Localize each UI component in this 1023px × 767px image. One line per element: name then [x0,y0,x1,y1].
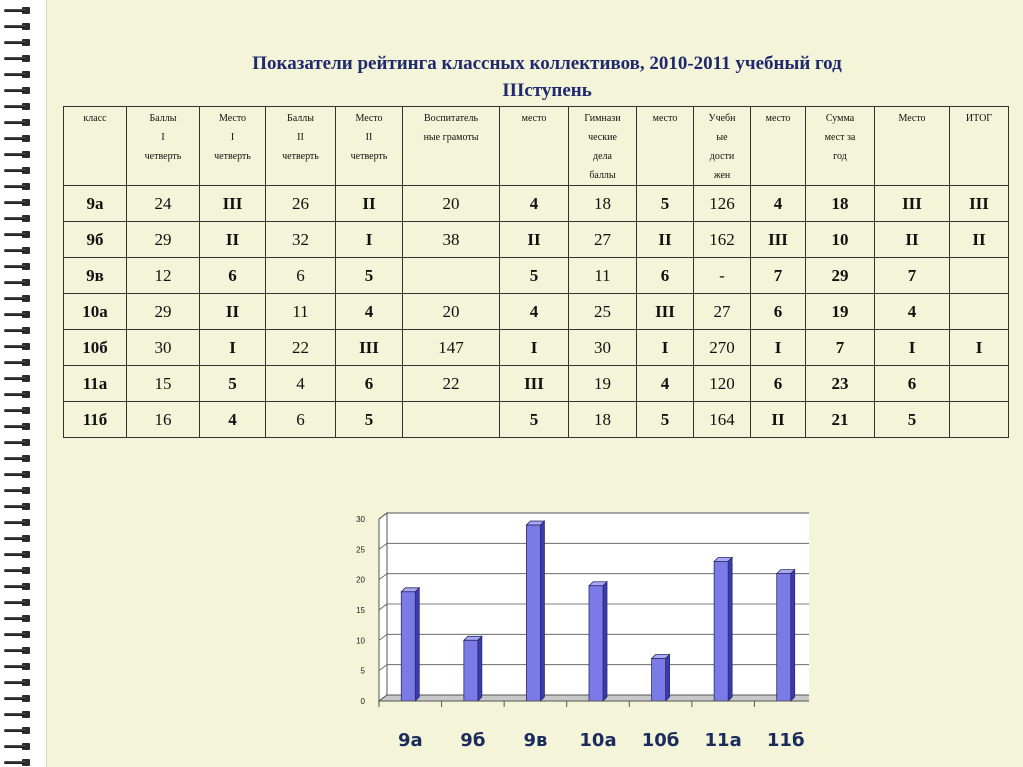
spiral-ring [4,262,32,271]
table-cell: 12 [127,258,200,294]
table-cell: 29 [127,294,200,330]
spiral-wire [4,617,26,620]
table-cell: 15 [127,366,200,402]
table-cell: I [637,330,694,366]
spiral-wire [4,185,26,188]
table-cell: 19 [806,294,875,330]
bar-side [415,588,419,701]
spiral-ring [4,358,32,367]
spiral-ring [4,118,32,127]
spiral-wire [4,745,26,748]
notebook-page [46,0,1023,767]
spiral-wire [4,585,26,588]
column-header-line: четверть [282,151,319,162]
spiral-wire [4,137,26,140]
column-header-line: место [652,113,678,124]
spiral-wire [4,249,26,252]
spiral-wire [4,553,26,556]
spiral-ring [4,678,32,687]
spiral-wire [4,121,26,124]
x-category-label: 9в [523,730,548,751]
y-tick-label: 10 [356,636,365,646]
table-cell [950,402,1009,438]
spiral-wire [4,649,26,652]
table-cell: 32 [266,222,336,258]
rating-bar-chart [309,506,809,756]
spiral-ring [4,710,32,719]
table-cell: 270 [694,330,751,366]
table-row [64,222,1009,258]
spiral-wire [4,297,26,300]
column-header-line: класс [83,113,107,124]
table-cell: 20 [403,186,500,222]
spiral-ring [4,646,32,655]
bar-side [791,570,795,701]
spiral-wire [4,361,26,364]
column-header-line: Место [355,113,383,124]
spiral-ring [4,70,32,79]
spiral-wire [4,697,26,700]
table-cell: 4 [200,402,266,438]
y-tick-label: 25 [356,545,365,555]
title-line-2: IIIступень [502,80,592,101]
x-category-label: 9б [460,730,486,751]
spiral-wire [4,217,26,220]
table-cell: 6 [266,402,336,438]
column-header-line: место [765,113,791,124]
table-cell: 120 [694,366,751,402]
table-row [64,330,1009,366]
column-header-line: Гимнази [584,113,621,124]
table-cell: 30 [127,330,200,366]
table-cell: 5 [637,402,694,438]
bar-side [540,521,544,701]
table-cell: 22 [403,366,500,402]
table-cell: 4 [637,366,694,402]
column-header-line: II [297,132,304,143]
y-tick-label: 20 [356,575,365,585]
table-cell: 4 [875,294,950,330]
spiral-wire [4,265,26,268]
spiral-ring [4,342,32,351]
table-cell: 11 [266,294,336,330]
spiral-wire [4,457,26,460]
table-cell: I [875,330,950,366]
spiral-wire [4,105,26,108]
spiral-wire [4,201,26,204]
column-header [64,107,127,186]
spiral-ring [4,390,32,399]
table-cell: 6 [751,366,806,402]
spiral-ring [4,230,32,239]
column-header [500,107,569,186]
spiral-wire [4,425,26,428]
spiral-ring [4,518,32,527]
spiral-wire [4,521,26,524]
spiral-ring [4,134,32,143]
spiral-ring [4,54,32,63]
spiral-wire [4,473,26,476]
bar [714,561,728,701]
table-cell: 30 [569,330,637,366]
table-cell: 20 [403,294,500,330]
bar [464,640,478,701]
spiral-ring [4,422,32,431]
spiral-ring [4,326,32,335]
class-name-cell: 10а [64,294,127,330]
bar [401,592,415,701]
rating-table [63,106,1009,438]
table-cell [950,258,1009,294]
column-header [637,107,694,186]
spiral-wire [4,681,26,684]
spiral-wire [4,489,26,492]
spiral-ring [4,598,32,607]
spiral-wire [4,537,26,540]
table-cell: 4 [266,366,336,402]
column-header-line: Баллы [287,113,314,124]
table-cell: 27 [694,294,751,330]
column-header [950,107,1009,186]
spiral-wire [4,345,26,348]
table-body [64,186,1009,438]
column-header-line: баллы [589,170,616,181]
spiral-ring [4,246,32,255]
spiral-wire [4,377,26,380]
column-header-line: четверть [214,151,251,162]
spiral-ring [4,758,32,767]
table-cell: III [950,186,1009,222]
table-cell: 29 [806,258,875,294]
table-cell: 7 [806,330,875,366]
column-header-line: ные грамоты [423,132,479,143]
column-header-line: четверть [350,151,388,162]
column-header-line: Воспитатель [423,113,479,124]
spiral-wire [4,761,26,764]
column-header-line: II [365,132,373,143]
spiral-ring [4,486,32,495]
table-cell: I [200,330,266,366]
y-tick-label: 5 [360,666,365,676]
table-row [64,366,1009,402]
table-cell: 5 [336,258,403,294]
table-row [64,402,1009,438]
spiral-wire [4,601,26,604]
column-header-line: Место [218,113,247,124]
spiral-ring [4,662,32,671]
table-cell: 18 [806,186,875,222]
table-cell: III [336,330,403,366]
table-cell: II [200,294,266,330]
class-name-cell: 9в [64,258,127,294]
table-cell: 25 [569,294,637,330]
table-cell: 6 [336,366,403,402]
column-header [569,107,637,186]
spiral-ring [4,614,32,623]
spiral-ring [4,278,32,287]
table-header-row [64,107,1009,186]
table-row [64,258,1009,294]
column-header [875,107,950,186]
spiral-wire [4,57,26,60]
spiral-wire [4,313,26,316]
spiral-wire [4,569,26,572]
x-category-label: 10б [641,730,680,751]
spiral-ring [4,406,32,415]
column-header [751,107,806,186]
table-cell: 19 [569,366,637,402]
table-cell: I [500,330,569,366]
table-cell [950,366,1009,402]
column-header-line: ые [716,132,728,143]
column-header-line: четверть [144,151,182,162]
spiral-wire [4,41,26,44]
bar-side [666,655,670,701]
spiral-ring [4,38,32,47]
table-cell: 147 [403,330,500,366]
column-header [694,107,751,186]
spiral-ring [4,502,32,511]
bar [589,586,603,701]
column-header [127,107,200,186]
spiral-ring [4,454,32,463]
table-cell: I [950,330,1009,366]
bar-side [478,636,482,701]
title-line-1: Показатели рейтинга классных коллективов, 2010-2011 учебный год [252,53,842,74]
spiral-wire [4,665,26,668]
spiral-ring [4,6,32,15]
table-cell: - [694,258,751,294]
table-cell: 21 [806,402,875,438]
spiral-ring [4,726,32,735]
table-cell: 16 [127,402,200,438]
page-title [177,50,917,104]
table-cell: 4 [500,186,569,222]
column-header [336,107,403,186]
table-cell: 5 [200,366,266,402]
column-header-line: Учебн [708,113,736,124]
spiral-wire [4,169,26,172]
column-header [266,107,336,186]
column-header-line: Баллы [149,113,177,124]
table-cell: 27 [569,222,637,258]
spiral-ring [4,310,32,319]
spiral-ring [4,550,32,559]
column-header-line: мест за [824,132,856,143]
table-cell: 6 [637,258,694,294]
table-cell: 4 [751,186,806,222]
x-category-label: 11б [766,730,805,751]
spiral-ring [4,22,32,31]
column-header-line: Сумма [825,113,855,124]
class-name-cell: 10б [64,330,127,366]
table-cell: 5 [500,402,569,438]
spiral-wire [4,633,26,636]
table-cell: 23 [806,366,875,402]
spiral-wire [4,713,26,716]
spiral-wire [4,729,26,732]
spiral-ring [4,374,32,383]
spiral-ring [4,566,32,575]
notebook-spiral [0,0,46,767]
spiral-wire [4,89,26,92]
table-cell: 7 [751,258,806,294]
y-tick-label: 30 [356,515,365,524]
column-header-line: место [521,113,547,124]
table-cell: 5 [637,186,694,222]
spiral-wire [4,153,26,156]
table-cell: 10 [806,222,875,258]
column-header-line: дости [709,151,735,162]
table-cell: II [336,186,403,222]
table-cell: 18 [569,186,637,222]
table-cell: 5 [500,258,569,294]
column-header-line: Место [898,113,926,124]
spiral-ring [4,438,32,447]
column-header-line: ческие [588,132,617,143]
bar-side [728,557,732,701]
spiral-wire [4,281,26,284]
table-cell: II [875,222,950,258]
table-cell [950,294,1009,330]
table-cell [403,402,500,438]
table-cell: II [751,402,806,438]
spiral-wire [4,25,26,28]
x-category-label: 9а [397,730,423,751]
class-name-cell: 9б [64,222,127,258]
column-header [403,107,500,186]
spiral-wire [4,73,26,76]
spiral-ring [4,694,32,703]
spiral-ring [4,470,32,479]
table-cell: 5 [336,402,403,438]
y-tick-label: 0 [360,697,365,706]
class-name-cell: 11а [64,366,127,402]
table-cell: 11 [569,258,637,294]
spiral-ring [4,534,32,543]
table-cell: II [637,222,694,258]
class-name-cell: 9а [64,186,127,222]
table-cell: I [336,222,403,258]
bar [652,659,666,701]
table-cell [403,258,500,294]
spiral-wire [4,505,26,508]
spiral-ring [4,182,32,191]
table-cell: 5 [875,402,950,438]
table-row [64,294,1009,330]
table-cell: 7 [875,258,950,294]
table-cell: 38 [403,222,500,258]
spiral-ring [4,198,32,207]
spiral-ring [4,742,32,751]
table-cell: II [950,222,1009,258]
table-cell: III [500,366,569,402]
table-cell: 18 [569,402,637,438]
spiral-wire [4,441,26,444]
table-cell: II [200,222,266,258]
spiral-wire [4,329,26,332]
table-row [64,186,1009,222]
table-cell: 164 [694,402,751,438]
x-category-label: 10а [579,730,617,751]
table-cell: 26 [266,186,336,222]
column-header-line: I [230,132,235,143]
table-cell: 6 [875,366,950,402]
spiral-wire [4,393,26,396]
table-cell: 22 [266,330,336,366]
table-cell: 4 [336,294,403,330]
table-cell: I [751,330,806,366]
table-cell: 29 [127,222,200,258]
class-name-cell: 11б [64,402,127,438]
table-cell: 162 [694,222,751,258]
spiral-ring [4,150,32,159]
table-cell: III [637,294,694,330]
table-cell: II [500,222,569,258]
table-cell: 6 [266,258,336,294]
spiral-ring [4,214,32,223]
column-header [806,107,875,186]
table-cell: III [200,186,266,222]
column-header-line: жен [713,170,731,181]
spiral-wire [4,409,26,412]
x-category-label: 11а [704,730,742,751]
bar [777,574,791,701]
spiral-wire [4,9,26,12]
table-cell: III [751,222,806,258]
spiral-ring [4,630,32,639]
table-cell: 6 [200,258,266,294]
spiral-ring [4,102,32,111]
y-tick-label: 15 [356,606,365,615]
bar [526,525,540,701]
table-cell: 6 [751,294,806,330]
table-cell: III [875,186,950,222]
spiral-ring [4,86,32,95]
spiral-ring [4,582,32,591]
table-cell: 126 [694,186,751,222]
column-header [200,107,266,186]
column-header-line: дела [593,151,612,162]
column-header-line: I [161,132,165,143]
column-header-line: год [833,151,847,162]
column-header-line: ИТОГ [965,113,993,124]
table-cell: 24 [127,186,200,222]
spiral-wire [4,233,26,236]
bar-side [603,582,607,701]
spiral-ring [4,294,32,303]
spiral-ring [4,166,32,175]
table-cell: 4 [500,294,569,330]
